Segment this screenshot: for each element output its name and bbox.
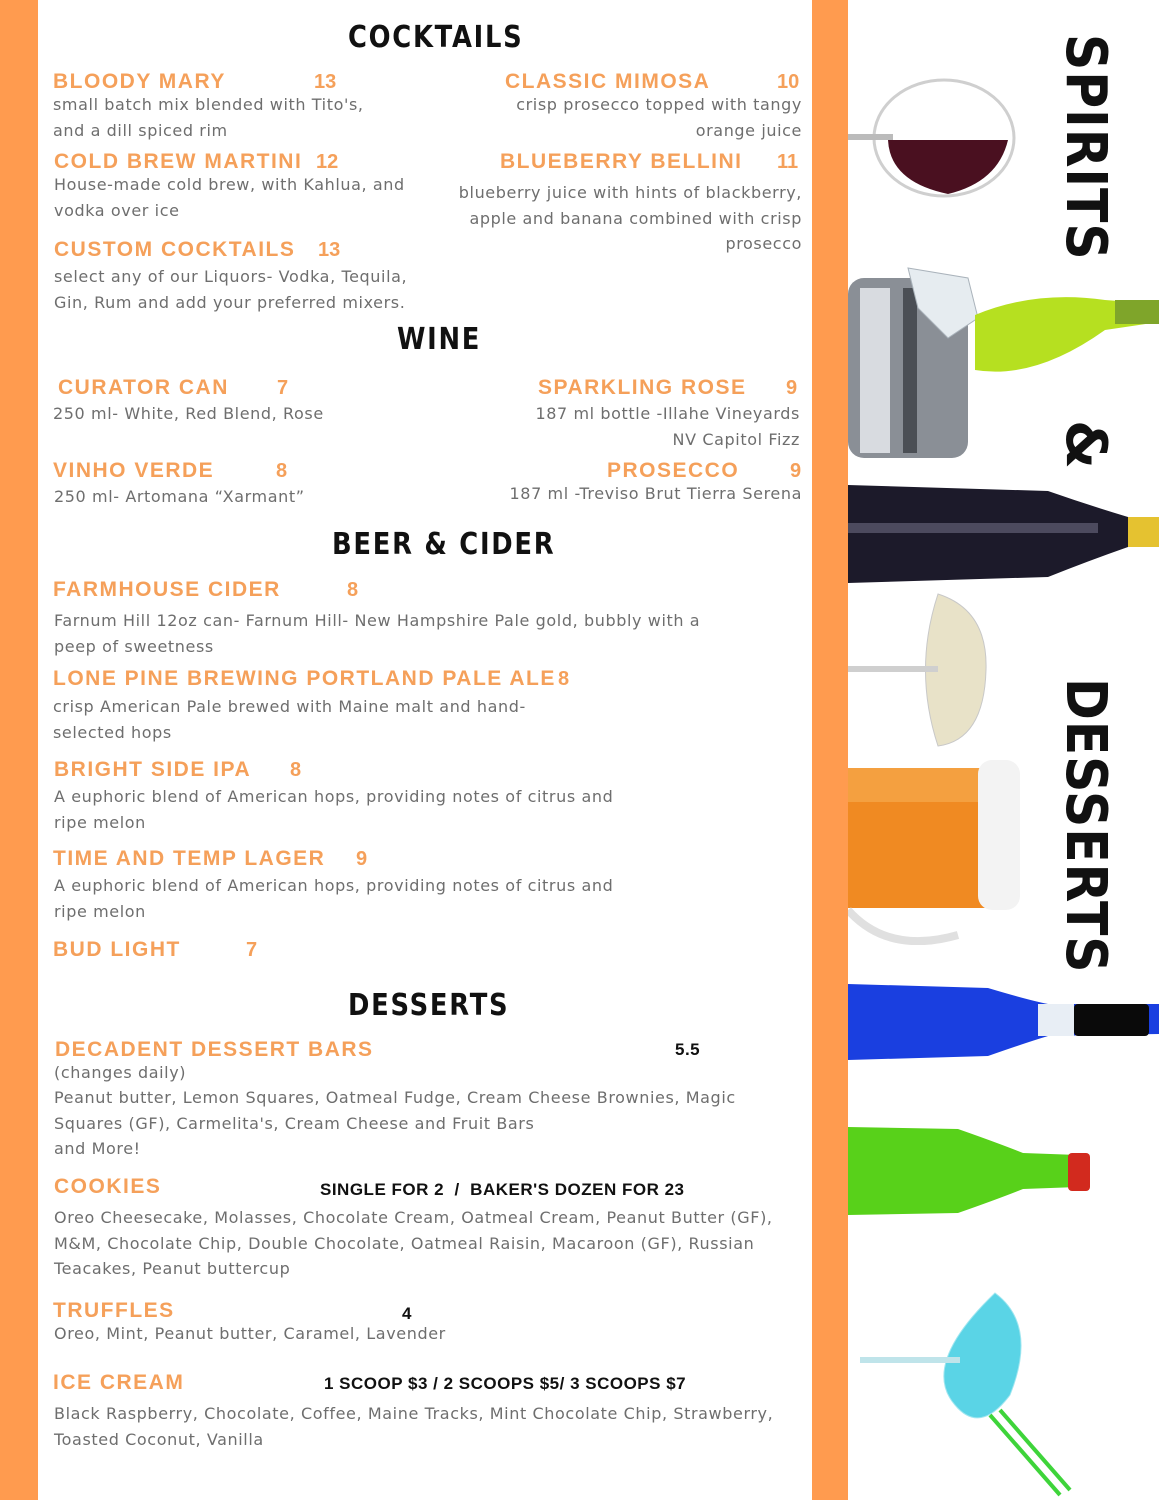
green-bottle-icon	[975, 270, 1159, 380]
middle-accent-stripe	[812, 0, 848, 1500]
dessert-bars-desc: Peanut butter, Lemon Squares, Oatmeal Fudge, Cream Cheese Brownies, Magic Squares (GF), Carmelita's, Cream Cheese and Fruit Bars and More!	[54, 1088, 736, 1158]
blueberry-bellini-name: BLUEBERRY BELLINI	[500, 150, 743, 173]
bud-light-price: 7	[246, 939, 258, 961]
sparkling-rose-price: 9	[786, 377, 798, 399]
cocktail-glass-icon	[848, 590, 988, 750]
dark-bottle-icon	[848, 485, 1159, 585]
dessert-bars-name: DECADENT DESSERT BARS	[55, 1038, 374, 1061]
cookies-name: COOKIES	[54, 1175, 162, 1198]
custom-cocktails-price: 13	[318, 239, 341, 261]
dessert-bars-note: (changes daily)	[54, 1063, 187, 1082]
prosecco-name: PROSECCO	[607, 459, 740, 482]
desserts-heading: DESSERTS	[348, 988, 510, 1023]
blueberry-bellini-price: 11	[777, 151, 799, 173]
time-temp-lager-desc: A euphoric blend of American hops, providing notes of citrus and ripe melon	[54, 876, 614, 921]
farmhouse-cider-name: FARMHOUSE CIDER	[53, 578, 281, 601]
wine-heading: WINE	[397, 322, 482, 357]
ice-cream-desc: Black Raspberry, Chocolate, Coffee, Maine Tracks, Mint Chocolate Chip, Strawberry, Toasted Coconut, Vanilla	[54, 1404, 774, 1449]
side-title-desserts: DESSERTS	[1053, 678, 1118, 974]
bright-side-ipa-price: 8	[290, 759, 302, 781]
beer-cider-heading: BEER & CIDER	[332, 527, 556, 562]
left-accent-stripe	[0, 0, 38, 1500]
side-title-spirits: SPIRITS	[1053, 34, 1118, 261]
margarita-glass-icon	[860, 1285, 1080, 1500]
curator-can-name: CURATOR CAN	[58, 376, 229, 399]
blue-bottle-icon	[848, 980, 1159, 1065]
classic-mimosa-desc: crisp prosecco topped with tangy orange juice	[516, 95, 802, 140]
cold-brew-martini-name: COLD BREW MARTINI	[54, 150, 303, 173]
bloody-mary-price: 13	[314, 71, 337, 93]
side-title-ampersand: &	[1053, 420, 1118, 470]
cold-brew-martini-price: 12	[316, 151, 339, 173]
truffles-desc: Oreo, Mint, Peanut butter, Caramel, Lavender	[54, 1324, 446, 1343]
prosecco-price: 9	[790, 460, 802, 482]
truffles-price: 4	[402, 1304, 412, 1323]
cocktails-heading: COCKTAILS	[348, 20, 524, 55]
bloody-mary-desc: small batch mix blended with Tito's, and a dill spiced rim	[53, 95, 364, 140]
curator-can-desc: 250 ml- White, Red Blend, Rose	[53, 404, 324, 423]
prosecco-desc: 187 ml -Treviso Brut Tierra Serena	[509, 484, 802, 503]
farmhouse-cider-price: 8	[347, 579, 359, 601]
custom-cocktails-name: CUSTOM COCKTAILS	[54, 238, 296, 261]
bright-side-ipa-desc: A euphoric blend of American hops, providing notes of citrus and ripe melon	[54, 787, 614, 832]
bud-light-name: BUD LIGHT	[53, 938, 181, 961]
cookies-desc: Oreo Cheesecake, Molasses, Chocolate Cream, Oatmeal Cream, Peanut Butter (GF), M&M, Chocolate Chip, Double Chocolate, Oatmeal Raisin, Macaroon (GF), Russian Teacakes, Peanut buttercup	[54, 1208, 773, 1278]
vinho-verde-name: VINHO VERDE	[53, 459, 215, 482]
truffles-name: TRUFFLES	[53, 1299, 175, 1322]
wine-glass-icon	[848, 70, 1023, 210]
sparkling-rose-desc: 187 ml bottle -Illahe Vineyards NV Capitol Fizz	[535, 404, 800, 449]
vinho-verde-price: 8	[276, 460, 288, 482]
sparkling-rose-name: SPARKLING ROSE	[538, 376, 747, 399]
classic-mimosa-price: 10	[777, 71, 800, 93]
dessert-bars-price: 5.5	[675, 1040, 701, 1059]
soda-bottle-icon	[848, 1123, 1098, 1218]
lone-pine-desc: crisp American Pale brewed with Maine malt and hand- selected hops	[53, 697, 526, 742]
farmhouse-cider-desc: Farnum Hill 12oz can- Farnum Hill- New Hampshire Pale gold, bubbly with a peep of sweetness	[54, 611, 701, 656]
vinho-verde-desc: 250 ml- Artomana “Xarmant”	[54, 487, 305, 506]
custom-cocktails-desc: select any of our Liquors- Vodka, Tequila, Gin, Rum and add your preferred mixers.	[54, 267, 408, 312]
blueberry-bellini-desc: blueberry juice with hints of blackberry, apple and banana combined with crisp prosecco	[458, 183, 802, 253]
ice-cream-name: ICE CREAM	[53, 1371, 185, 1394]
cold-brew-martini-desc: House-made cold brew, with Kahlua, and vodka over ice	[54, 175, 405, 220]
time-temp-lager-name: TIME AND TEMP LAGER	[53, 847, 326, 870]
lone-pine-price: 8	[558, 668, 570, 690]
classic-mimosa-name: CLASSIC MIMOSA	[505, 70, 711, 93]
ice-bucket-icon	[848, 258, 983, 468]
curator-can-price: 7	[277, 377, 289, 399]
ice-cream-price: 1 SCOOP $3 / 2 SCOOPS $5/ 3 SCOOPS $7	[324, 1374, 687, 1393]
cookies-price: SINGLE FOR 2 / BAKER'S DOZEN FOR 23	[320, 1180, 685, 1199]
bloody-mary-name: BLOODY MARY	[53, 70, 226, 93]
time-temp-lager-price: 9	[356, 848, 368, 870]
beer-mug-icon	[848, 760, 1023, 945]
lone-pine-name: LONE PINE BREWING PORTLAND PALE ALE	[53, 667, 556, 690]
bright-side-ipa-name: BRIGHT SIDE IPA	[54, 758, 252, 781]
